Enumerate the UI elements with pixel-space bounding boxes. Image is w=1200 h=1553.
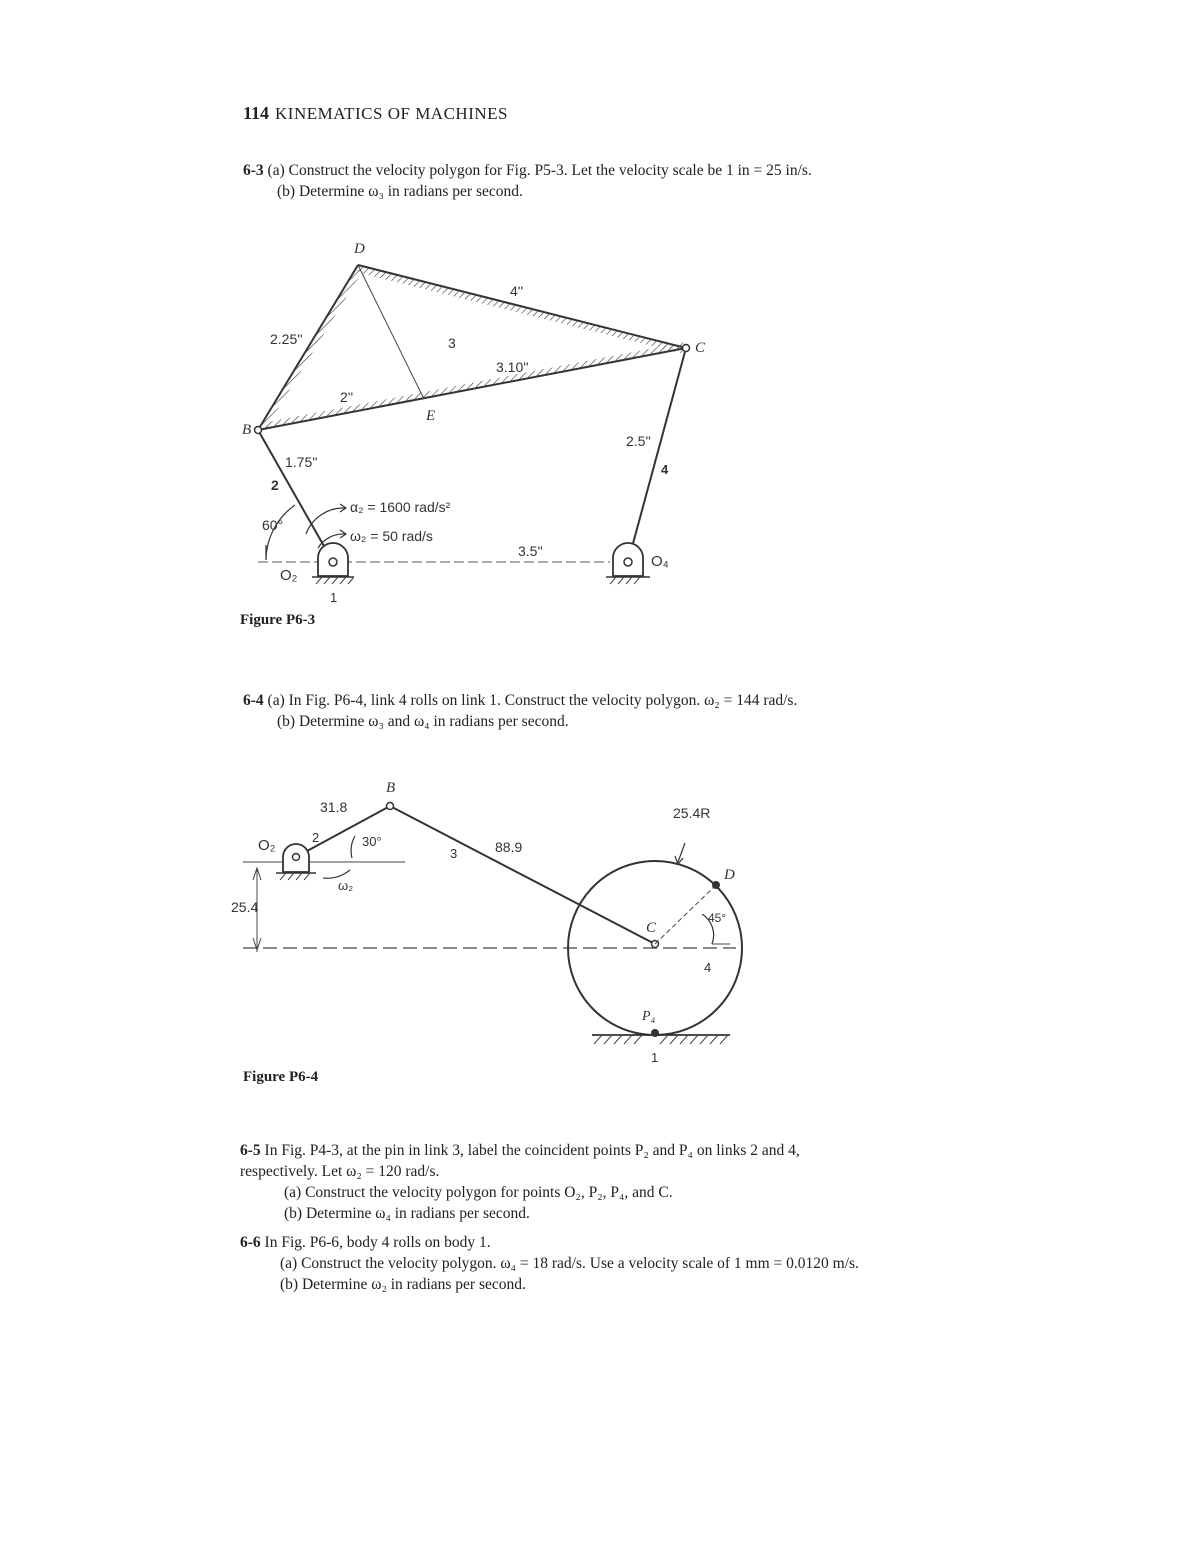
- problem-number: 6-5: [240, 1142, 261, 1159]
- angle-45: 45°: [708, 911, 727, 925]
- omega2-label: ω₂ = 50 rad/s: [350, 528, 433, 544]
- label-link-2: 2: [271, 477, 279, 493]
- problem-text-a: (a) Construct the velocity polygon for points O₂, P₂, P₄, and C.: [284, 1184, 673, 1201]
- problem-text-b: (b) Determine ω₂ in radians per second.: [280, 1276, 526, 1293]
- dim-O4C: 2.5'': [626, 433, 651, 449]
- pivot-O2: [312, 543, 354, 584]
- alpha2-arrow-arc: [306, 508, 345, 534]
- label-O2: O₂: [258, 837, 276, 854]
- problem-text-1: In Fig. P4-3, at the pin in link 3, label the coincident points P₂ and P₄ on links 2 and 4,: [264, 1142, 800, 1159]
- label-C: C: [646, 920, 657, 936]
- problem-6-4: [243, 690, 797, 732]
- label-link-4: 4: [704, 960, 712, 975]
- dim-BE: 2'': [340, 389, 354, 405]
- joint-C: [683, 345, 690, 352]
- page-number: 114: [243, 103, 270, 123]
- problem-number: 6-4: [243, 692, 264, 709]
- angle-30-arc: [351, 836, 355, 858]
- label-P4: P₄: [642, 1009, 656, 1024]
- problem-text-a: (a) Construct the velocity polygon. ω₄ = 18 rad/s. Use a velocity scale of 1 mm = 0.0120 m/s.: [280, 1255, 859, 1272]
- link-3-triangle: [258, 265, 686, 430]
- label-ground: 1: [330, 590, 338, 605]
- label-D: D: [724, 867, 735, 883]
- dim-height: 25.4: [231, 899, 259, 915]
- label-C: C: [695, 340, 706, 356]
- link-3: [390, 806, 655, 944]
- problem-text-b: (b) Determine ω₃ and ω₄ in radians per second.: [277, 713, 569, 730]
- dim-BD: 2.25'': [270, 331, 303, 347]
- figure-p6-3-caption: Figure P6-3: [240, 612, 316, 628]
- label-link-3: 3: [448, 335, 456, 351]
- problem-6-5: [240, 1140, 800, 1224]
- running-title: KINEMATICS OF MACHINES: [275, 104, 508, 123]
- problem-6-6: [240, 1232, 859, 1295]
- problem-text-b: (b) Determine ω₄ in radians per second.: [284, 1205, 530, 1222]
- pivot-O4: [606, 543, 650, 584]
- label-ground: 1: [651, 1050, 659, 1065]
- label-B: B: [386, 780, 396, 796]
- point-P4: [651, 1029, 659, 1037]
- problem-text-a: (a) In Fig. P6-4, link 4 rolls on link 1. Construct the velocity polygon. ω₂ = 144 rad/s.: [267, 692, 798, 709]
- figure-p6-4-caption: Figure P6-4: [243, 1069, 319, 1085]
- label-E: E: [426, 408, 436, 424]
- label-O4: O₄: [651, 553, 669, 570]
- problem-text-b: (b) Determine ω₃ in radians per second.: [277, 183, 523, 200]
- label-D: D: [354, 241, 365, 257]
- dim-O2B: 31.8: [320, 799, 348, 815]
- label-link-4: 4: [661, 462, 669, 477]
- label-link-3: 3: [450, 846, 458, 861]
- problem-number: 6-6: [240, 1234, 261, 1251]
- dim-BC: 88.9: [495, 839, 523, 855]
- problem-number: 6-3: [243, 162, 264, 179]
- radius-CD: [655, 885, 716, 944]
- dim-DC: 4'': [510, 283, 524, 299]
- alpha2-label: α₂ = 1600 rad/s²: [350, 499, 451, 515]
- problem-text-a: (a) Construct the velocity polygon for Fig. P5-3. Let the velocity scale be 1 in = 25 in/s.: [267, 162, 812, 179]
- angle-30: 30°: [362, 834, 382, 849]
- link-4: [628, 348, 686, 562]
- radius-label: 25.4R: [673, 805, 711, 821]
- dim-EC: 3.10'': [496, 359, 529, 375]
- dim-O2O4: 3.5'': [518, 543, 543, 559]
- point-D: [712, 881, 720, 889]
- joint-B: [387, 803, 394, 810]
- omega2-label: ω₂: [338, 878, 354, 893]
- figure-p6-4-diagram: [0, 760, 1200, 1080]
- problem-text-1: In Fig. P6-6, body 4 rolls on body 1.: [264, 1234, 491, 1251]
- problem-text-2: respectively. Let ω₂ = 120 rad/s.: [240, 1163, 440, 1180]
- dim-O2B: 1.75'': [285, 454, 318, 470]
- figure-p6-3-diagram: [0, 0, 1200, 640]
- label-O2: O₂: [280, 567, 298, 584]
- label-B: B: [242, 422, 252, 438]
- angle-60: 60°: [262, 517, 284, 533]
- label-link-2: 2: [312, 830, 320, 845]
- omega2-arc: [323, 870, 350, 878]
- link-2: [258, 430, 333, 562]
- joint-B: [255, 427, 262, 434]
